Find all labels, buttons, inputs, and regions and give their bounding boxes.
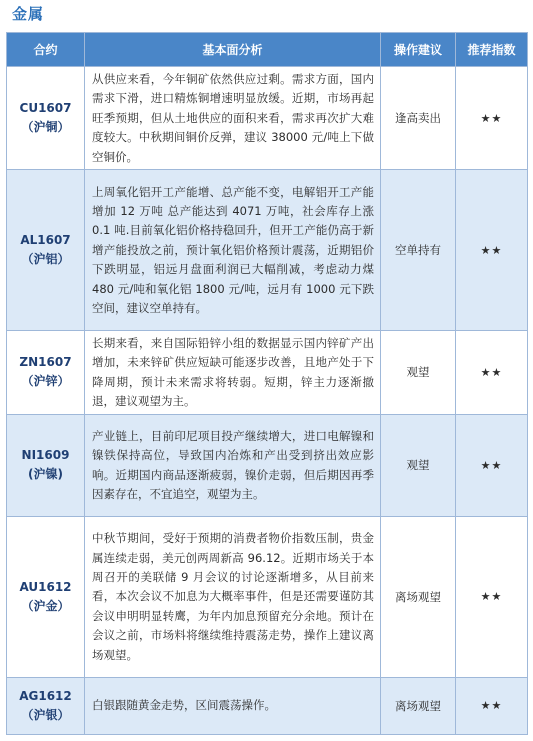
contract-code: AL1607 [20, 233, 71, 248]
table-row [7, 170, 528, 331]
analysis-cell: 长期来看，来自国际铅锌小组的数据显示国内锌矿产出增加，未来锌矿供应短缺可能逐步改善，且地产处于下降周期，预计未来需求将转弱。短期，锌主力逐渐撤退，建议观望为主。 [85, 331, 381, 415]
contract-name: （沪锌） [21, 374, 70, 389]
rating-stars: ★★ [456, 677, 528, 734]
advice-cell: 观望 [381, 331, 456, 415]
advice-cell: 逢高卖出 [381, 67, 456, 170]
contract-name: （沪金） [21, 598, 70, 613]
metals-table [6, 32, 528, 735]
analysis-cell: 白银跟随黄金走势，区间震荡操作。 [85, 677, 381, 734]
contract-code: NI1609 [21, 448, 70, 463]
contract-cell [7, 170, 85, 331]
rating-stars: ★★ [456, 67, 528, 170]
advice-cell: 离场观望 [381, 516, 456, 677]
table-row [7, 516, 528, 677]
table-row [7, 677, 528, 734]
contract-code: ZN1607 [19, 355, 72, 370]
contract-cell [7, 516, 85, 677]
table-row [7, 331, 528, 415]
advice-cell: 空单持有 [381, 170, 456, 331]
analysis-cell: 产业链上，目前印尼项目投产继续增大，进口电解镍和镍铁保持高位，导致国内冶炼和产出受到挤出效应影响。近期国内商品逐渐疲弱，镍价走弱，但后期因再季因素存在，不宜追空，观望为主。 [85, 414, 381, 516]
header-contract: 合约 [7, 33, 85, 67]
contract-code: AG1612 [19, 688, 72, 703]
table-row [7, 414, 528, 516]
contract-cell [7, 677, 85, 734]
header-rating: 推荐指数 [456, 33, 528, 67]
advice-cell: 离场观望 [381, 677, 456, 734]
contract-name: （沪银） [21, 707, 70, 722]
rating-stars: ★★ [456, 331, 528, 415]
analysis-cell: 从供应来看，今年铜矿依然供应过剩。需求方面，国内需求下滑，进口精炼铜增速明显放缓。近期，市场再起旺季预期，但从土地供应的面积来看，需求再次扩大难度较大。中秋期间铜价反弹，建议 38000 元/吨上下做空铜价。 [85, 67, 381, 170]
contract-cell [7, 414, 85, 516]
section-title: 金属 [12, 5, 45, 23]
header-analysis: 基本面分析 [85, 33, 381, 67]
header-row [7, 33, 528, 67]
table-row [7, 67, 528, 170]
analysis-cell: 上周氧化铝开工产能增、总产能不变，电解铝开工产能增加 12 万吨 总产能达到 4071 万吨，社会库存上涨 0.1 吨.目前氧化铝价格持稳回升，但开工产能仍高于新增产能投放之前，预计氧化铝价格预计震荡，近期铝价下跌明显，铝远月盘面利润已大幅削减，考虑动力煤 480 元/吨和氧化铝 1800 元/吨，远月有 1000 元下跌空间，建议空单持有。 [85, 170, 381, 331]
contract-name: （沪铜） [21, 120, 70, 135]
rating-stars: ★★ [456, 170, 528, 331]
contract-code: AU1612 [19, 579, 72, 594]
contract-code: CU1607 [19, 101, 72, 116]
analysis-cell: 中秋节期间，受好于预期的消费者物价指数压制，贵金属连续走弱，美元创两周新高 96.12。近期市场关于本周召开的美联储 9 月会议的讨论逐渐增多，从目前来看，本次会议不加息为大概率事件，但是还需要谨防其会议申明明显转鹰，为年内加息预留充分余地。预计在会议之前，市场料将继续维持震荡走势，操作上建议离场观望。 [85, 516, 381, 677]
contract-cell [7, 331, 85, 415]
rating-stars: ★★ [456, 414, 528, 516]
rating-stars: ★★ [456, 516, 528, 677]
contract-cell [7, 67, 85, 170]
contract-name: （沪铝） [21, 252, 70, 267]
contract-name: (沪镍) [28, 467, 63, 482]
advice-cell: 观望 [381, 414, 456, 516]
header-advice: 操作建议 [381, 33, 456, 67]
